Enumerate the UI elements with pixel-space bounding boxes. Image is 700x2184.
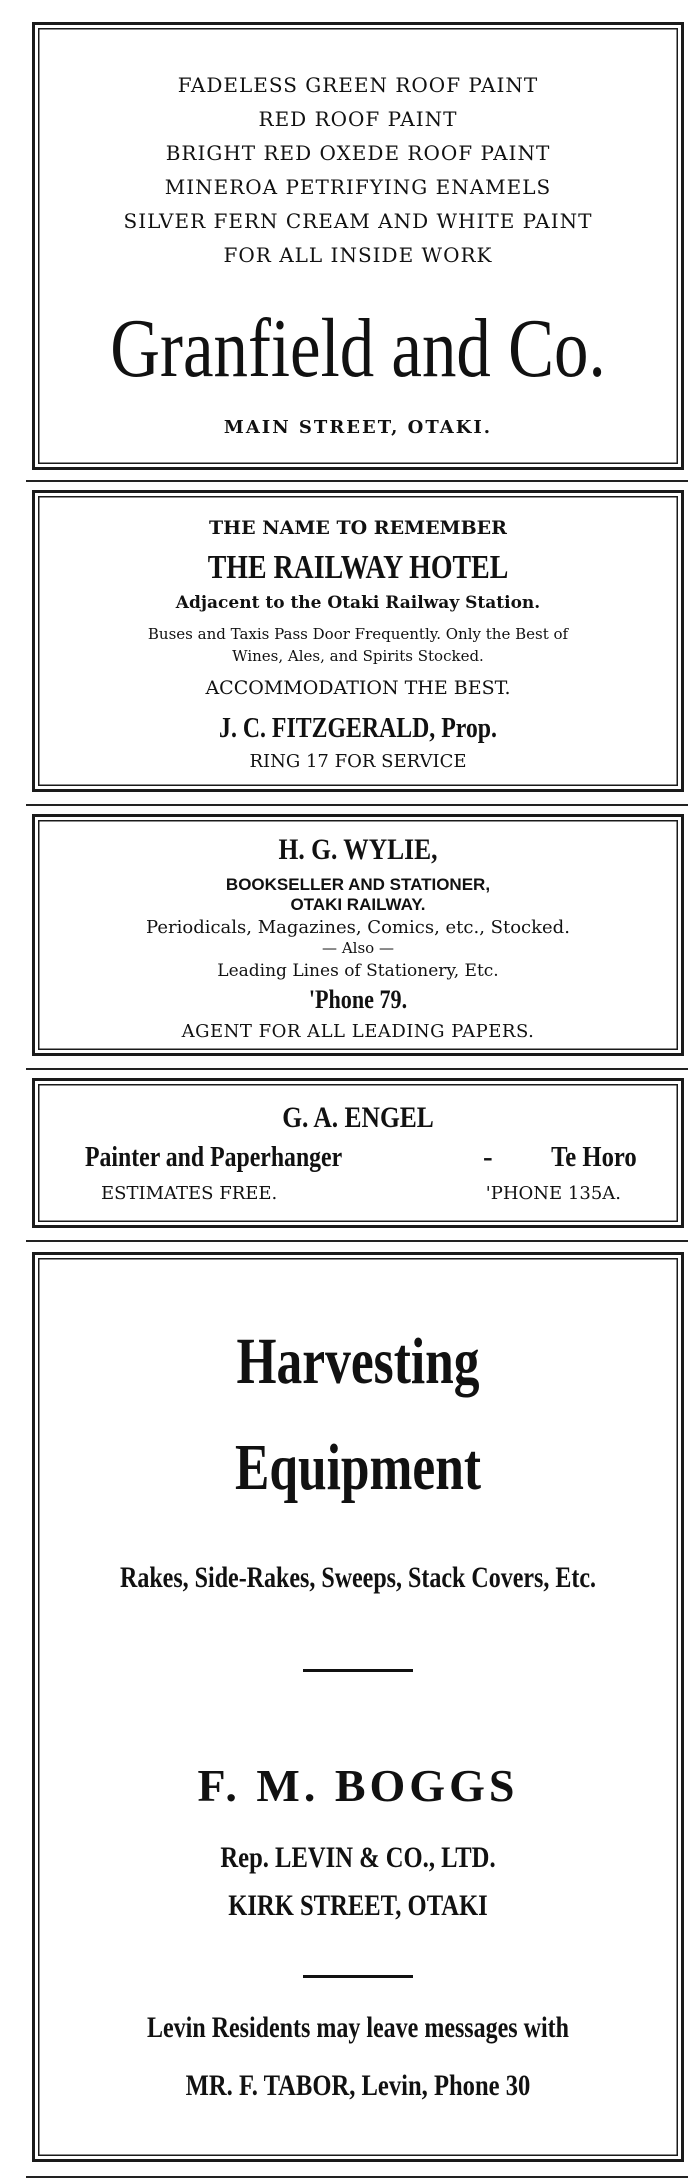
shop-phone: 'Phone 79. — [308, 985, 408, 1014]
shop-stationery: Leading Lines of Stationery, Etc. — [217, 961, 499, 981]
proprietor: J. C. FITZGERALD, Prop. — [219, 713, 497, 744]
painter-trade: Painter and Paperhanger — [85, 1141, 343, 1173]
shop-name: H. G. WYLIE, — [278, 833, 438, 866]
column-rule — [26, 1068, 688, 1070]
equipment-list: Rakes, Side-Rakes, Sweeps, Stack Covers, Etc. — [120, 1561, 597, 1594]
product-line: FOR ALL INSIDE WORK — [223, 243, 493, 267]
column-rule — [26, 804, 688, 806]
hotel-details: Wines, Ales, and Spirits Stocked. — [232, 647, 484, 665]
column-rule — [26, 480, 688, 482]
shop-also: — Also — — [322, 939, 394, 957]
wylie-ad — [32, 814, 684, 1056]
hotel-location: Adjacent to the Otaki Railway Station. — [175, 593, 541, 613]
divider — [303, 1669, 413, 1672]
hotel-details: Buses and Taxis Pass Door Frequently. Only the Best of — [147, 625, 569, 643]
column-rule — [26, 1240, 688, 1242]
engel-ad — [32, 1078, 684, 1228]
company-name: Granfield and Co. — [110, 302, 606, 395]
product-line: RED ROOF PAINT — [258, 107, 458, 131]
tagline: THE NAME TO REMEMBER — [209, 517, 507, 539]
product-line: BRIGHT RED OXEDE ROOF PAINT — [165, 141, 551, 165]
painter-name: G. A. ENGEL — [282, 1101, 434, 1134]
painter-place: Te Horo — [551, 1141, 637, 1173]
shop-agent: AGENT FOR ALL LEADING PAPERS. — [181, 1021, 535, 1042]
agent-name: F. M. BOGGS — [197, 1760, 519, 1811]
product-line: MINEROA PETRIFYING ENAMELS — [164, 175, 552, 199]
accommodation: ACCOMMODATION THE BEST. — [205, 677, 511, 699]
shop-stock: Periodicals, Magazines, Comics, etc., Stocked. — [146, 917, 570, 938]
divider — [303, 1975, 413, 1978]
railway-hotel-ad — [32, 490, 684, 792]
agent-rep: Rep. LEVIN & CO., LTD. — [220, 1841, 496, 1874]
granfield-ad — [32, 22, 684, 470]
hotel-name: THE RAILWAY HOTEL — [207, 549, 509, 586]
product-line: SILVER FERN CREAM AND WHITE PAINT — [123, 209, 593, 233]
headline: Equipment — [234, 1431, 482, 1504]
messages-contact: MR. F. TABOR, Levin, Phone 30 — [185, 2069, 531, 2102]
headline: Harvesting — [236, 1325, 480, 1398]
shop-trade: BOOKSELLER AND STATIONER, — [225, 875, 491, 894]
boggs-ad — [32, 1252, 684, 2162]
product-line: FADELESS GREEN ROOF PAINT — [177, 73, 539, 97]
column-rule — [26, 2176, 688, 2178]
painter-phone: 'PHONE 135A. — [485, 1183, 621, 1204]
agent-address: KIRK STREET, OTAKI — [228, 1889, 488, 1922]
company-address: MAIN STREET, OTAKI. — [223, 417, 493, 438]
shop-location: OTAKI RAILWAY. — [290, 895, 426, 914]
estimates: ESTIMATES FREE. — [101, 1183, 278, 1204]
phone-line: RING 17 FOR SERVICE — [249, 751, 467, 772]
painter-dash: - — [483, 1141, 493, 1173]
messages-note: Levin Residents may leave messages with — [147, 2011, 569, 2044]
